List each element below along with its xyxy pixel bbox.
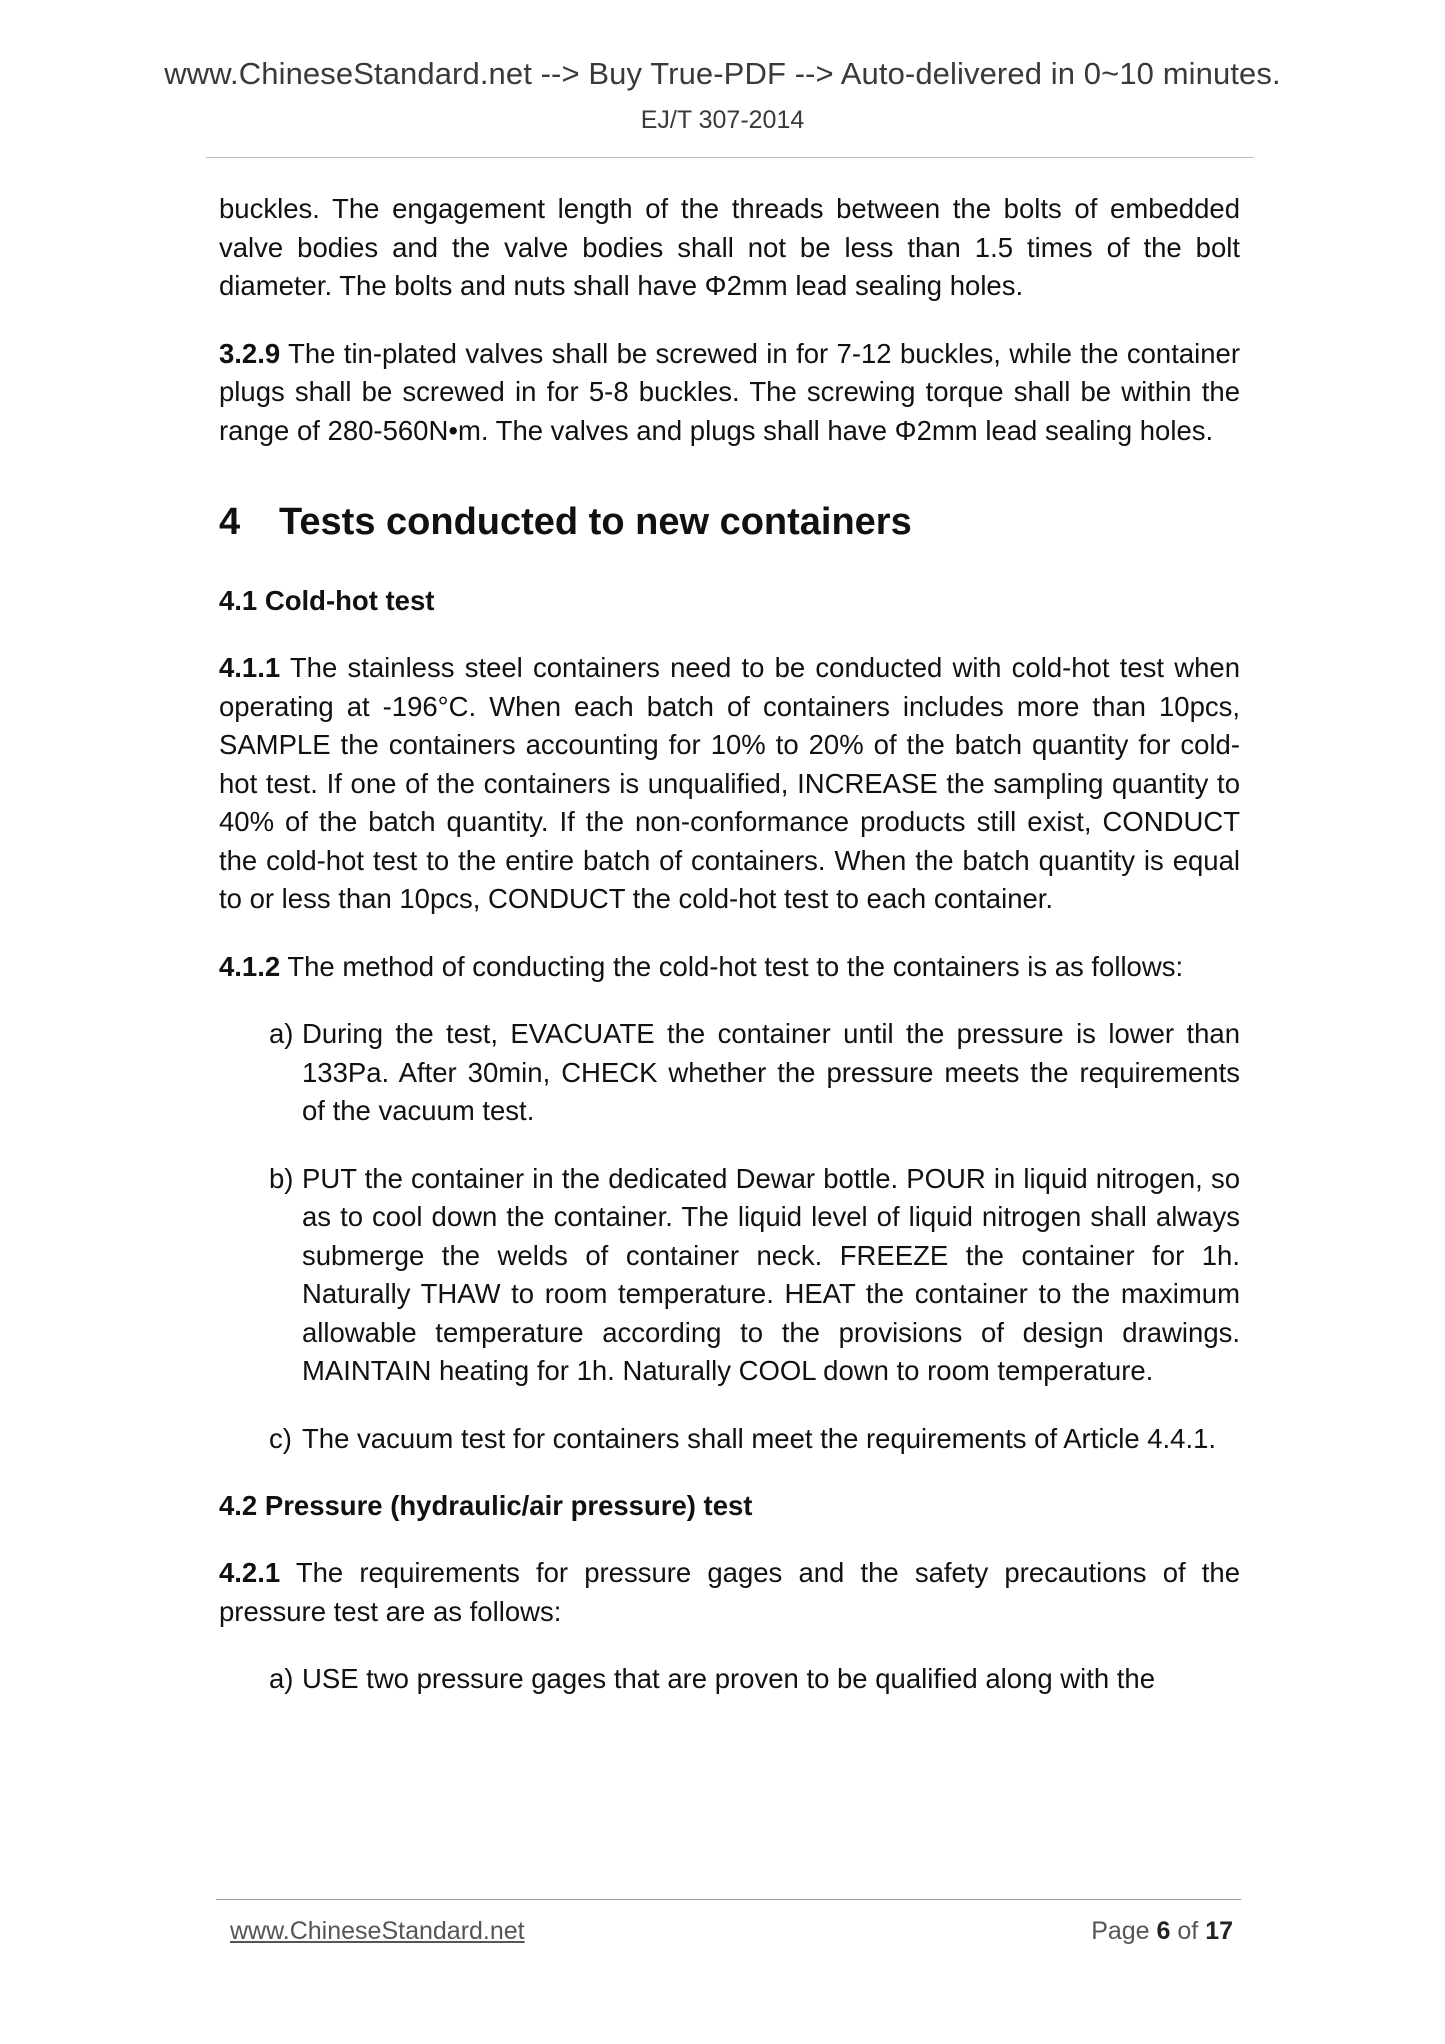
clause-4-2-1 [219, 1554, 1240, 1631]
list-item [269, 1420, 1240, 1459]
clause-text: The stainless steel containers need to be conducted with cold-hot test when operating at -196°C. When each batch of containers includes more than 10pcs, SAMPLE the containers accounting for 10% to 20% of the batch quantity for cold-hot test. If one of the containers is unqualified, INCREASE the sampling quantity to 40% of the batch quantity. If the non-conformance products still exist, CONDUCT the cold-hot test to the entire batch of containers. When the batch quantity is equal to or less than 10pcs, CONDUCT the cold-hot test to each container. [219, 652, 1240, 914]
clause-4-1-1 [219, 649, 1240, 919]
header-divider [206, 157, 1254, 158]
of-word: of [1170, 1917, 1206, 1945]
clause-text: The requirements for pressure gages and the safety precautions of the pressure test are as follows: [219, 1557, 1240, 1627]
clause-number: 4.1.2 [219, 950, 281, 982]
clause-number: 4.1.1 [219, 652, 281, 683]
list-label: c) [269, 1422, 292, 1454]
clause-4-1-2 [219, 948, 1240, 987]
site-banner: www.ChineseStandard.net --> Buy True-PDF --> Auto-delivered in 0~10 minutes. [164, 56, 1281, 91]
footer-site-link[interactable]: www.ChineseStandard.net [230, 1917, 525, 1945]
section-title: Tests conducted to new containers [279, 501, 912, 543]
section-number: 4 [219, 501, 241, 543]
footer-divider [216, 1899, 1241, 1900]
page-word: Page [1091, 1917, 1157, 1945]
document-body [219, 190, 1240, 1728]
clause-text: The method of conducting the cold-hot test to the containers is as follows: [280, 950, 1184, 982]
clause-3-2-9 [219, 335, 1240, 451]
clause-number: 3.2.9 [219, 337, 281, 369]
list-item [269, 1160, 1240, 1391]
page-indicator [1091, 1917, 1233, 1946]
section-heading [219, 500, 1240, 544]
paragraph-continued: buckles. The engagement length of the threads between the bolts of embedded valve bodies and the valve bodies shall not be less than 1.5 times of the bolt diameter. The bolts and nuts shall have Φ2mm lead sealing holes. [219, 193, 1240, 301]
list-text: During the test, EVACUATE the container until the pressure is lower than 133Pa. After 30min, CHECK whether the pressure meets the requirements of the vacuum test. [302, 1018, 1240, 1126]
list-item [269, 1660, 1240, 1699]
list-label: a) [269, 1663, 294, 1694]
list-label: a) [269, 1018, 294, 1049]
page-total: 17 [1205, 1917, 1233, 1945]
list-text: PUT the container in the dedicated Dewar bottle. POUR in liquid nitrogen, so as to cool down the container. The liquid level of liquid nitrogen shall always submerge the welds of container neck. FREEZE the container for 1h. Naturally THAW to room temperature. HEAT the container to the maximum allowable temperature according to the provisions of design drawings. MAINTAIN heating for 1h. Naturally COOL down to room temperature. [302, 1162, 1240, 1386]
list-text: USE two pressure gages that are proven to be qualified along with the [302, 1663, 1156, 1694]
page-number: 6 [1156, 1917, 1171, 1945]
subsection-heading: 4.1 Cold-hot test [219, 585, 435, 616]
subsection-heading: 4.2 Pressure (hydraulic/air pressure) test [219, 1490, 753, 1521]
list-item [269, 1015, 1240, 1131]
standard-code: EJ/T 307-2014 [640, 106, 805, 134]
clause-number: 4.2.1 [219, 1557, 281, 1588]
clause-text: The tin-plated valves shall be screwed in for 7-12 buckles, while the container plugs shall be screwed in for 5-8 buckles. The screwing torque shall be within the range of 280-560N•m. The valves and plugs shall have Φ2mm lead sealing holes. [219, 337, 1240, 446]
list-text: The vacuum test for containers shall meet the requirements of Article 4.4.1. [302, 1422, 1217, 1454]
list-label: b) [269, 1162, 294, 1194]
